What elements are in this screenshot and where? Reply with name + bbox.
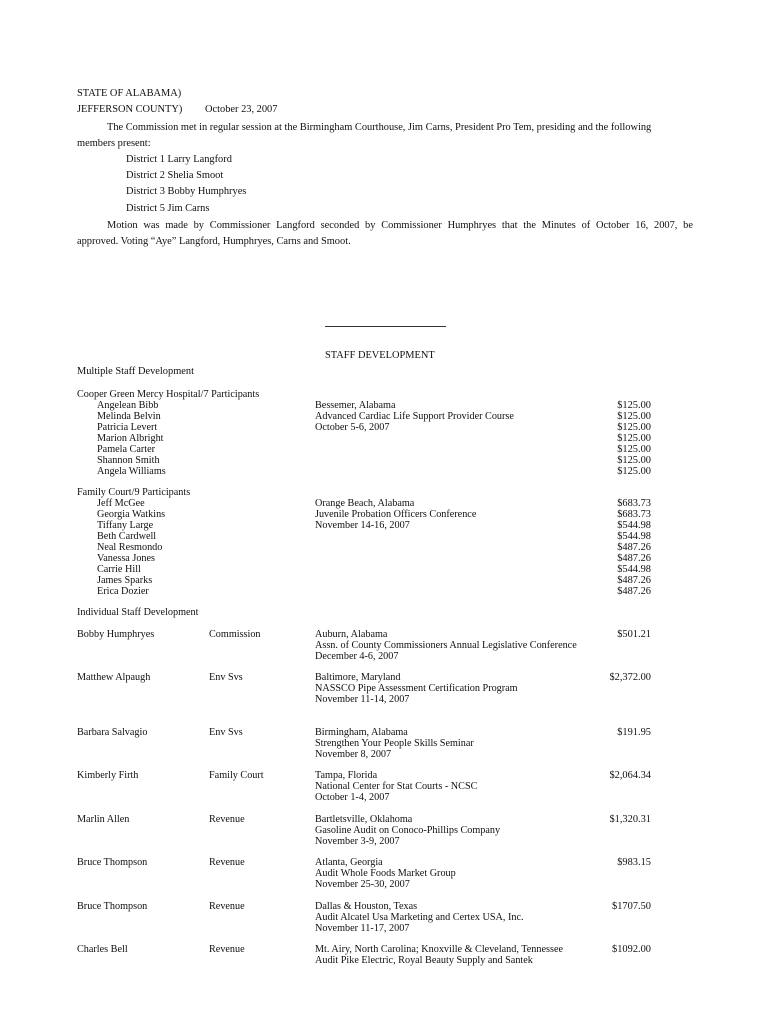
amount: $125.00 bbox=[617, 455, 651, 466]
event-location: Atlanta, Georgia bbox=[315, 857, 383, 868]
amount: $125.00 bbox=[617, 444, 651, 455]
event-location: Auburn, Alabama bbox=[315, 629, 388, 640]
amount: $501.21 bbox=[617, 629, 651, 640]
amount: $1707.50 bbox=[612, 901, 651, 912]
amount: $487.26 bbox=[617, 553, 651, 564]
participant-name: Angelean Bibb bbox=[97, 400, 159, 411]
participant-name: Carrie Hill bbox=[97, 564, 141, 575]
member-item: District 3 Bobby Humphryes bbox=[126, 186, 247, 197]
amount: $487.26 bbox=[617, 586, 651, 597]
member-item: District 2 Shelia Smoot bbox=[126, 170, 224, 181]
employee-name: Bobby Humphryes bbox=[77, 629, 155, 640]
department: Commission bbox=[209, 629, 261, 640]
participant-name: Patricia Levert bbox=[97, 422, 158, 433]
amount: $125.00 bbox=[617, 433, 651, 444]
participant-name: Shannon Smith bbox=[97, 455, 160, 466]
employee-name: Barbara Salvagio bbox=[77, 727, 148, 738]
department: Family Court bbox=[209, 770, 264, 781]
event-dates: November 11-14, 2007 bbox=[315, 694, 410, 705]
event-title: Gasoline Audit on Conoco-Phillips Company bbox=[315, 825, 501, 836]
motion-line1: Motion was made by Commissioner Langford seconded by Commissioner Humphryes that the Minutes of October 16, 2007, be bbox=[107, 220, 693, 231]
amount: $683.73 bbox=[617, 498, 651, 509]
group-title: Family Court/9 Participants bbox=[77, 487, 191, 498]
amount: $683.73 bbox=[617, 509, 651, 520]
section-title: STAFF DEVELOPMENT bbox=[325, 350, 435, 361]
participant-name: James Sparks bbox=[97, 575, 153, 586]
amount: $487.26 bbox=[617, 542, 651, 553]
motion-line2: approved. Voting “Aye” Langford, Humphryes, Carns and Smoot. bbox=[77, 236, 351, 247]
event-location: Orange Beach, Alabama bbox=[315, 498, 415, 509]
intro-paragraph-line1: The Commission met in regular session at the Birmingham Courthouse, Jim Carns, President Pro Tem, presiding and the following bbox=[107, 122, 652, 133]
amount: $125.00 bbox=[617, 411, 651, 422]
participant-name: Vanessa Jones bbox=[97, 553, 155, 564]
amount: $544.98 bbox=[617, 564, 651, 575]
event-location: Mt. Airy, North Carolina; Knoxville & Cleveland, Tennessee bbox=[315, 944, 563, 955]
employee-name: Bruce Thompson bbox=[77, 857, 148, 868]
event-title: Strengthen Your People Skills Seminar bbox=[315, 738, 474, 749]
event-dates: October 5-6, 2007 bbox=[315, 422, 390, 433]
section-divider bbox=[325, 326, 446, 327]
event-dates: November 3-9, 2007 bbox=[315, 836, 400, 847]
department: Revenue bbox=[209, 901, 245, 912]
intro-paragraph-line2: members present: bbox=[77, 138, 151, 149]
event-title: Juvenile Probation Officers Conference bbox=[315, 509, 477, 520]
amount: $544.98 bbox=[617, 520, 651, 531]
amount: $487.26 bbox=[617, 575, 651, 586]
event-location: Dallas & Houston, Texas bbox=[315, 901, 418, 912]
participant-name: Tiffany Large bbox=[97, 520, 154, 531]
department: Env Svs bbox=[209, 727, 243, 738]
employee-name: Charles Bell bbox=[77, 944, 128, 955]
participant-name: Erica Dozier bbox=[97, 586, 149, 597]
employee-name: Bruce Thompson bbox=[77, 901, 148, 912]
event-location: Baltimore, Maryland bbox=[315, 672, 401, 683]
event-dates: November 11-17, 2007 bbox=[315, 923, 410, 934]
county-line: JEFFERSON COUNTY) bbox=[77, 104, 183, 115]
department: Revenue bbox=[209, 814, 245, 825]
member-item: District 5 Jim Carns bbox=[126, 203, 210, 214]
participant-name: Neal Resmondo bbox=[97, 542, 163, 553]
participant-name: Angela Williams bbox=[97, 466, 166, 477]
multiple-heading: Multiple Staff Development bbox=[77, 366, 194, 377]
event-title: Audit Whole Foods Market Group bbox=[315, 868, 456, 879]
event-dates: December 4-6, 2007 bbox=[315, 651, 399, 662]
event-title: National Center for Stat Courts - NCSC bbox=[315, 781, 478, 792]
employee-name: Marlin Allen bbox=[77, 814, 130, 825]
department: Env Svs bbox=[209, 672, 243, 683]
event-dates: November 8, 2007 bbox=[315, 749, 392, 760]
participant-name: Marion Albright bbox=[97, 433, 164, 444]
participant-name: Georgia Watkins bbox=[97, 509, 166, 520]
amount: $125.00 bbox=[617, 466, 651, 477]
event-location: Tampa, Florida bbox=[315, 770, 378, 781]
participant-name: Melinda Belvin bbox=[97, 411, 161, 422]
event-location: Birmingham, Alabama bbox=[315, 727, 408, 738]
amount: $2,372.00 bbox=[609, 672, 651, 683]
amount: $125.00 bbox=[617, 400, 651, 411]
event-dates: November 14-16, 2007 bbox=[315, 520, 410, 531]
employee-name: Matthew Alpaugh bbox=[77, 672, 151, 683]
individual-heading: Individual Staff Development bbox=[77, 607, 199, 618]
event-title: Audit Alcatel Usa Marketing and Certex USA, Inc. bbox=[315, 912, 524, 923]
event-dates: November 25-30, 2007 bbox=[315, 879, 410, 890]
event-title: NASSCO Pipe Assessment Certification Program bbox=[315, 683, 518, 694]
employee-name: Kimberly Firth bbox=[77, 770, 139, 781]
amount: $544.98 bbox=[617, 531, 651, 542]
event-location: Bessemer, Alabama bbox=[315, 400, 396, 411]
event-title: Audit Pike Electric, Royal Beauty Supply and Santek bbox=[315, 955, 533, 966]
amount: $983.15 bbox=[617, 857, 651, 868]
amount: $1092.00 bbox=[612, 944, 651, 955]
participant-name: Pamela Carter bbox=[97, 444, 155, 455]
member-item: District 1 Larry Langford bbox=[126, 154, 232, 165]
amount: $125.00 bbox=[617, 422, 651, 433]
event-dates: October 1-4, 2007 bbox=[315, 792, 390, 803]
event-title: Assn. of County Commissioners Annual Legislative Conference bbox=[315, 640, 577, 651]
amount: $191.95 bbox=[617, 727, 651, 738]
amount: $1,320.31 bbox=[609, 814, 651, 825]
department: Revenue bbox=[209, 857, 245, 868]
event-location: Bartletsville, Oklahoma bbox=[315, 814, 413, 825]
participant-name: Jeff McGee bbox=[97, 498, 145, 509]
amount: $2,064.34 bbox=[609, 770, 651, 781]
participant-name: Beth Cardwell bbox=[97, 531, 157, 542]
state-line: STATE OF ALABAMA) bbox=[77, 88, 182, 99]
event-title: Advanced Cardiac Life Support Provider Course bbox=[315, 411, 514, 422]
department: Revenue bbox=[209, 944, 245, 955]
group-title: Cooper Green Mercy Hospital/7 Participants bbox=[77, 389, 260, 400]
meeting-date: October 23, 2007 bbox=[205, 104, 278, 115]
